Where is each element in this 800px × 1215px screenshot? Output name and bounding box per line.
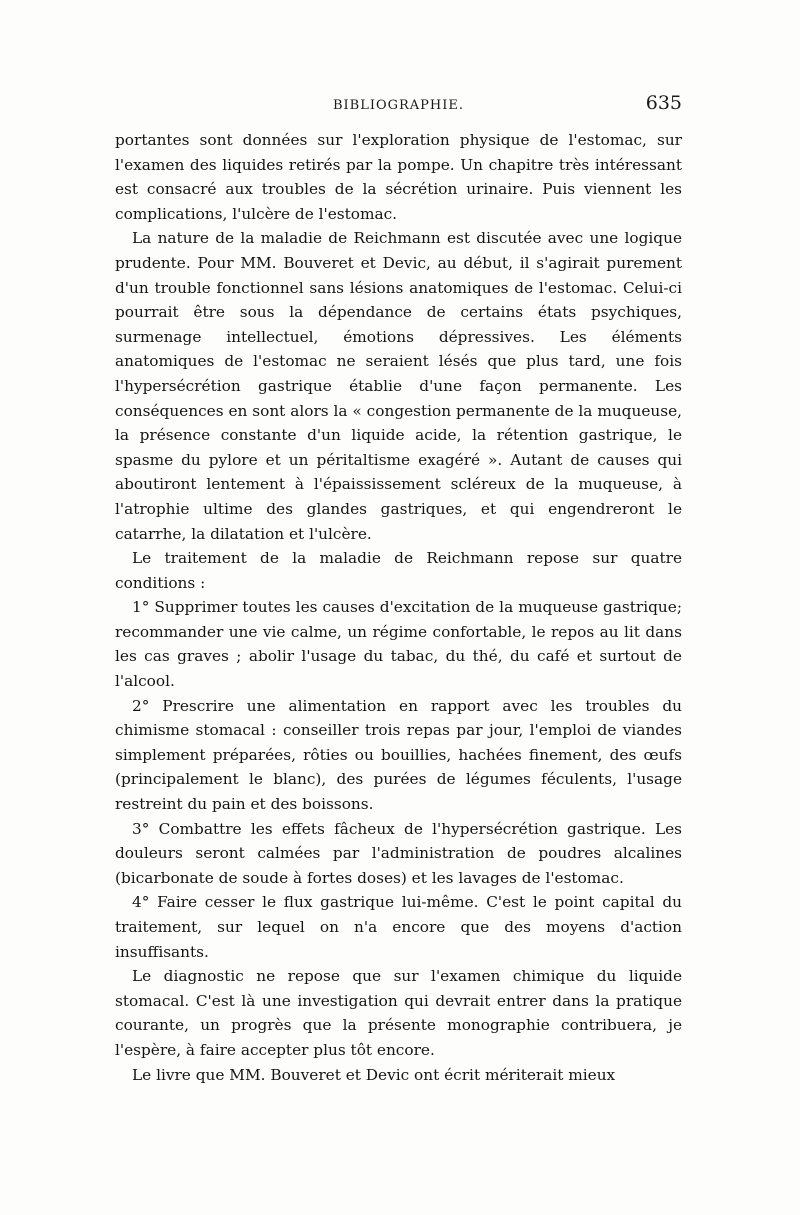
paragraph-condition-1: 1° Supprimer toutes les causes d'excitation de la muqueuse gastrique; recommander une vie calme, un régime confortable, le repos au lit dans les cas graves ; abolir l'usage du tabac, du thé, du café et surtout de l'alcool. <box>115 598 682 691</box>
paragraph-final: Le livre que MM. Bouveret et Devic ont écrit mériterait mieux <box>132 1065 616 1084</box>
page-number: 635 <box>645 92 682 114</box>
body-text <box>115 128 682 1087</box>
paragraph-nature-maladie: La nature de la maladie de Reichmann est discutée avec une logique prudente. Pour MM. Bouveret et Devic, au début, il s'agirait purement d'un trouble fonctionnel sans lésions anatomiques de l'estomac. Celui-ci pourrait être sous la dépendance de certains états psychiques, surmenage intellectuel, émotions dépressives. Les éléments anatomiques de l'estomac ne seraient lésés que plus tard, une fois l'hypersécrétion gastrique établie d'une façon permanente. Les conséquences en sont alors la « congestion permanente de la muqueuse, la présence constante d'un liquide acide, la rétention gastrique, le spasme du pylore et un péritaltisme exagéré ». Autant de causes qui aboutiront lentement à l'épaississement scléreux de la muqueuse, à l'atrophie ultime des glandes gastriques, et qui engendreront le catarrhe, la dilatation et l'ulcère. <box>115 229 682 543</box>
paragraph-traitement-intro: Le traitement de la maladie de Reichmann repose sur quatre conditions : <box>115 549 682 592</box>
paragraph-condition-4: 4° Faire cesser le flux gastrique lui-même. C'est le point capital du traitement, sur lequel on n'a encore que des moyens d'action insuffisants. <box>115 893 682 961</box>
paragraph-continuation: portantes sont données sur l'exploration physique de l'estomac, sur l'examen des liquides retirés par la pompe. Un chapitre très intéressant est consacré aux troubles de la sécrétion urinaire. Puis viennent les complications, l'ulcère de l'estomac. <box>115 131 682 223</box>
page-header <box>115 92 682 122</box>
running-title: BIBLIOGRAPHIE. <box>332 98 465 113</box>
paragraph-condition-2: 2° Prescrire une alimentation en rapport avec les troubles du chimisme stomacal : conseiller trois repas par jour, l'emploi de viandes simplement préparées, rôties ou bouillies, hachées finement, des œufs (principalement le blanc), des purées de légumes féculents, l'usage restreint du pain et des boissons. <box>115 696 682 814</box>
paragraph-diagnostic: Le diagnostic ne repose que sur l'examen chimique du liquide stomacal. C'est là une investigation qui devrait entrer dans la pratique courante, un progrès que la présente monographie contribuera, je l'espère, à faire accepter plus tôt encore. <box>115 967 682 1059</box>
paragraph-condition-3: 3° Combattre les effets fâcheux de l'hypersécrétion gastrique. Les douleurs seront calmées par l'administration de poudres alcalines (bicarbonate de soude à fortes doses) et les lavages de l'estomac. <box>115 819 682 887</box>
